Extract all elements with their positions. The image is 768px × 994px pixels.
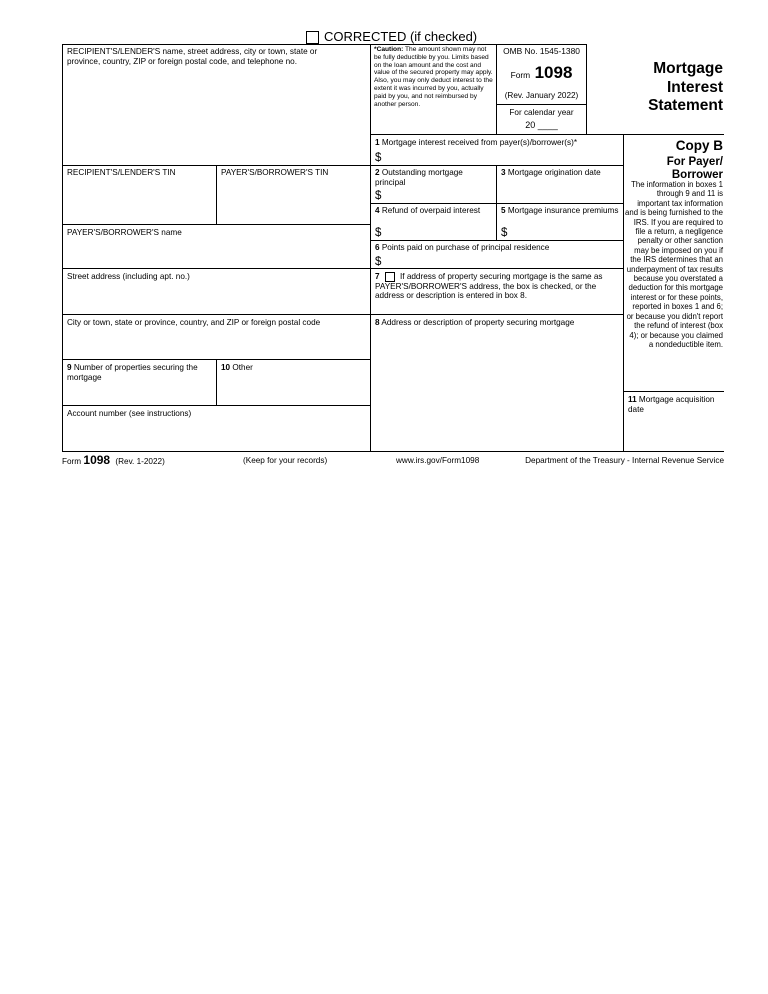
footer-dept: Department of the Treasury - Internal Revenue Service: [525, 456, 724, 465]
form-title: [600, 60, 723, 116]
box8-text: Address or description of property securing mortgage: [379, 318, 575, 327]
footer-form-id: [62, 453, 165, 469]
footer-form-word: Form: [62, 457, 82, 466]
corrected-label: CORRECTED (if checked): [324, 29, 478, 44]
box6-text: Points paid on purchase of principal residence: [379, 243, 550, 252]
box8-address-field[interactable]: [371, 330, 622, 450]
box5-number: 5: [501, 206, 506, 215]
box23-divider: [496, 165, 497, 241]
box9-label: [67, 363, 213, 382]
box10-text: Other: [230, 363, 253, 372]
omb-rev-divider: [497, 104, 586, 105]
footer-keep: (Keep for your records): [243, 456, 328, 465]
box4-number: 4: [375, 206, 380, 215]
box6-label: [375, 243, 620, 253]
box5-text: Mortgage insurance premiums: [505, 206, 619, 215]
omb-rev: (Rev. January 2022): [504, 91, 579, 100]
copy-b-heading: Copy B: [675, 138, 723, 153]
box1-amount-field[interactable]: $: [375, 152, 382, 164]
account-number-label: Account number (see instructions): [67, 409, 192, 418]
box2-amount-field[interactable]: $: [375, 190, 382, 202]
calendar-year-blank: ____: [537, 120, 558, 130]
box6-number: 6: [375, 243, 380, 252]
copy-b-for-line1: For Payer/: [666, 156, 723, 168]
copy-b-for-line2: Borrower: [671, 168, 723, 181]
omb-form-id: [497, 63, 586, 83]
copy-line-box11: [623, 391, 724, 392]
box11-text: Mortgage acquisition date: [628, 395, 715, 414]
box5-amount-field[interactable]: $: [501, 227, 508, 239]
left-line-268: [62, 268, 370, 269]
box10-label: [221, 363, 361, 373]
mid-line-268: [370, 268, 623, 269]
payer-name-label: PAYER'S/BORROWER'S name: [67, 228, 182, 237]
omb-number: OMB No. 1545-1380: [503, 46, 580, 56]
calendar-year-prefix: 20: [525, 120, 536, 130]
box2-number: 2: [375, 168, 380, 177]
box7-text: If address of property securing mortgage is the same as PAYER'S/BORROWER'S address, the box is checked, or the address or description is entered in box 8.: [375, 272, 603, 301]
box7-number: 7: [375, 272, 380, 281]
payer-street-label: Street address (including apt. no.): [67, 272, 190, 281]
calendar-year-label: For calendar year: [509, 108, 574, 117]
box5-label: [501, 206, 619, 216]
box4-amount-field[interactable]: $: [375, 227, 382, 239]
box9-text: Number of properties securing the mortgage: [67, 363, 198, 382]
box2-text: Outstanding mortgage principal: [375, 168, 463, 187]
footer-form-number: 1098: [83, 453, 111, 467]
form-top-border: [62, 44, 587, 45]
box9-number: 9: [67, 363, 72, 372]
caution-body: The amount shown may not be fully deductible by you. Limits based on the loan amount and the cost and value of the secured property may apply. Also, you may only deduct interest to the extent it was incurred by you, actually paid by you, and not reimbursed by another person.: [374, 46, 493, 108]
box8-number: 8: [375, 318, 380, 327]
box3-number: 3: [501, 168, 506, 177]
omb-bottom-border: [370, 134, 724, 135]
box1-text: Mortgage interest received from payer(s)/borrower(s)*: [379, 138, 578, 147]
calendar-year-field[interactable]: [497, 120, 586, 131]
title-line-1: Mortgage: [653, 60, 723, 77]
recipient-name-field[interactable]: [63, 70, 369, 164]
mid-line-314: [370, 314, 623, 315]
box1-number: 1: [375, 138, 380, 147]
box3-text: Mortgage origination date: [505, 168, 601, 177]
title-line-2: Interest: [667, 78, 723, 96]
tin-divider: [216, 165, 217, 225]
box4-text: Refund of overpaid interest: [379, 206, 481, 215]
recipient-tin-label: RECIPIENT'S/LENDER'S TIN: [67, 168, 176, 177]
box4-label: [375, 206, 490, 216]
box3-date-field[interactable]: [497, 180, 622, 202]
omb-form-number: 1098: [534, 63, 573, 82]
payer-city-label: City or town, state or province, country, and ZIP or foreign postal code: [67, 318, 321, 327]
copy-b-for: [626, 156, 723, 181]
title-line-3: Statement: [648, 97, 723, 114]
box10-number: 10: [221, 363, 231, 372]
box8-label: [375, 318, 620, 328]
form-bottom-border: [62, 451, 724, 452]
footer-url[interactable]: www.irs.gov/Form1098: [396, 456, 480, 465]
corrected-checkbox[interactable]: [306, 31, 319, 44]
left-line-314: [62, 314, 370, 315]
footer-rev: (Rev. 1-2022): [115, 457, 165, 466]
omb-form-word: Form: [510, 70, 531, 80]
copy-b-notice: The information in boxes 1 through 9 and 11 is important tax information and is being furnished to the IRS. If you are required to file a return, a negligence penalty or other sanction may be imposed on you if the IRS determines that an underpayment of tax results because you overstated a deduction for this mortgage interest or for these points, reported in boxes 1 and 6; or because you didn't report the refund of interest (box 4); or because you claimed a nondeductible item.: [625, 180, 723, 349]
recipient-name-label: RECIPIENT'S/LENDER'S name, street address, city or town, state or province, country, ZIP or foreign postal code, and telephone no.: [67, 47, 318, 66]
caution-text: [374, 46, 495, 108]
payer-tin-label: PAYER'S/BORROWER'S TIN: [221, 168, 329, 177]
box11-label: [628, 395, 720, 414]
box6-amount-field[interactable]: $: [375, 256, 382, 268]
box11-number: 11: [628, 395, 637, 404]
omb-right-border: [586, 44, 587, 135]
box1-label: [375, 138, 620, 148]
box2-label: [375, 168, 490, 187]
caution-title: *Caution:: [374, 46, 404, 53]
box9-divider: [216, 359, 217, 406]
box3-label: [501, 168, 621, 178]
